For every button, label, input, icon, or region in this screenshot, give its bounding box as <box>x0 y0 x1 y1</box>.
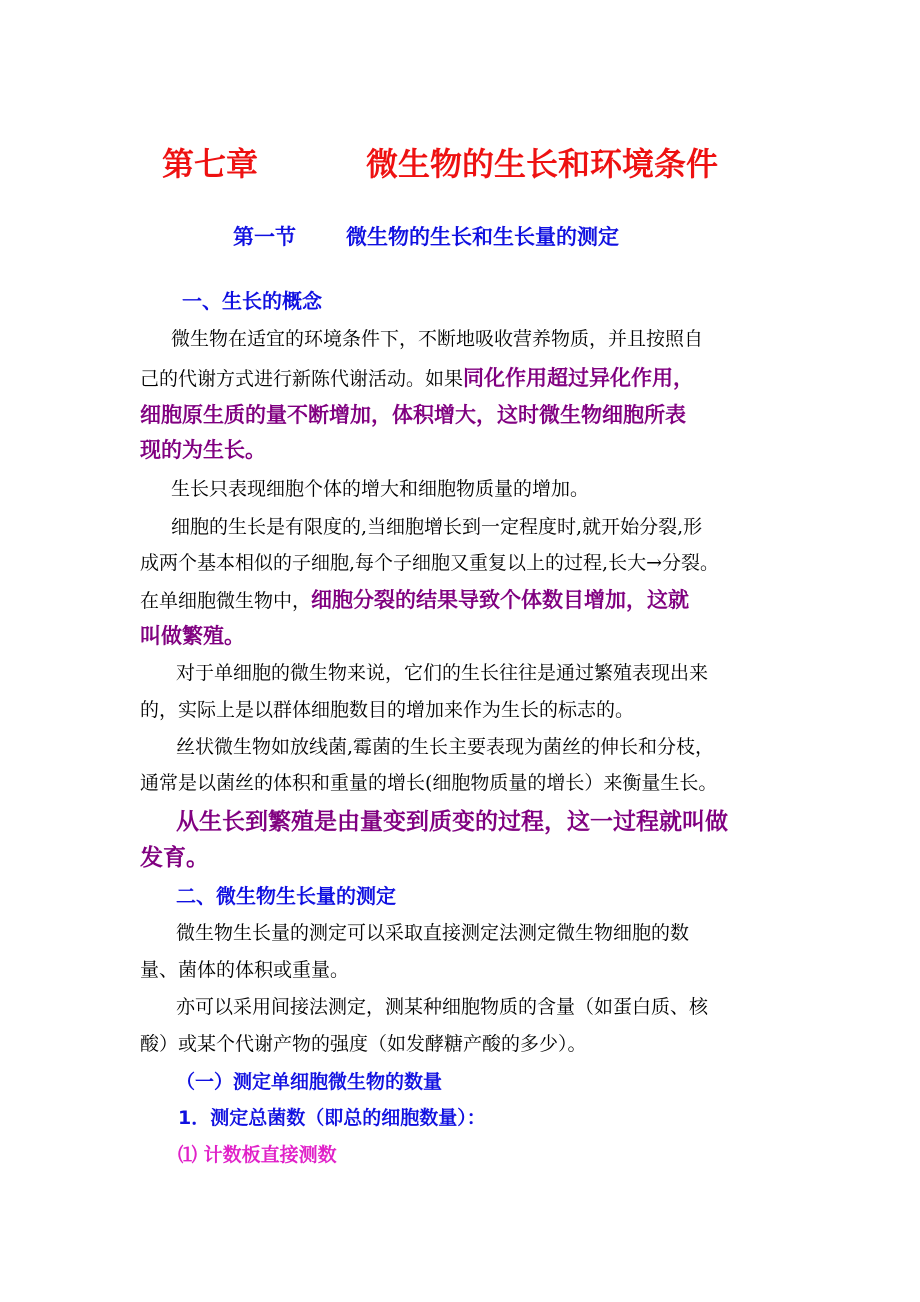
emphasis-line: 现的为生长。 <box>140 438 266 462</box>
emphasis-line: 叫做繁殖。 <box>140 624 245 648</box>
paragraph-text: 己的代谢方式进行新陈代谢活动。如果 <box>140 368 464 390</box>
paragraph-line: 量、菌体的体积或重量。 <box>140 959 350 981</box>
subheading-single-cell-count: （一）测定单细胞微生物的数量 <box>176 1071 443 1093</box>
emphasis-line: 发育。 <box>140 845 209 871</box>
chapter-number: 第七章 <box>162 145 259 183</box>
paragraph-line: 成两个基本相似的子细胞,每个子细胞又重复以上的过程,长大→分裂。 <box>140 552 720 574</box>
item-counting-chamber: ⑴ 计数板直接测数 <box>178 1144 337 1166</box>
paragraph-line: 亦可以采用间接法测定，测某种细胞物质的含量（如蛋白质、核 <box>176 996 709 1018</box>
paragraph-text: 在单细胞微生物中， <box>140 590 312 612</box>
paragraph-line: 微生物在适宜的环境条件下，不断地吸收营养物质，并且按照自 <box>171 328 704 350</box>
section-number: 第一节 <box>233 225 296 249</box>
paragraph-line <box>140 587 689 614</box>
item-total-count: 1．测定总菌数（即总的细胞数量）： <box>178 1107 486 1129</box>
paragraph-line: 通常是以菌丝的体积和重量的增长(细胞物质量的增长）来衡量生长。 <box>140 772 718 794</box>
paragraph-line: 酸）或某个代谢产物的强度（如发酵糖产酸的多少）。 <box>140 1033 587 1055</box>
section-title: 微生物的生长和生长量的测定 <box>346 225 619 249</box>
emphasis-text: 细胞分裂的结果导致个体数目增加，这就 <box>311 588 690 612</box>
paragraph-line: 微生物生长量的测定可以采取直接测定法测定微生物细胞的数 <box>176 922 690 944</box>
heading-growth-measurement: 二、微生物生长量的测定 <box>176 884 396 908</box>
emphasis-line: 细胞原生质的量不断增加，体积增大，这时微生物细胞所表 <box>140 403 686 427</box>
paragraph-line: 的，实际上是以群体细胞数目的增加来作为生长的标志的。 <box>140 699 635 721</box>
paragraph-line: 细胞的生长是有限度的,当细胞增长到一定程度时,就开始分裂,形 <box>171 516 703 538</box>
heading-growth-concept: 一、生长的概念 <box>182 289 322 313</box>
paragraph-line: 丝状微生物如放线菌,霉菌的生长主要表现为菌丝的伸长和分枝， <box>176 736 715 758</box>
chapter-title: 微生物的生长和环境条件 <box>366 145 719 183</box>
emphasis-text: 同化作用超过异化作用， <box>463 366 695 390</box>
emphasis-line: 从生长到繁殖是由量变到质变的过程，这一过程就叫做 <box>176 809 728 835</box>
paragraph-line: 对于单细胞的微生物来说，它们的生长往往是通过繁殖表现出来 <box>176 662 709 684</box>
paragraph-line <box>140 365 694 392</box>
paragraph-line: 生长只表现细胞个体的增大和细胞物质量的增加。 <box>171 478 590 500</box>
